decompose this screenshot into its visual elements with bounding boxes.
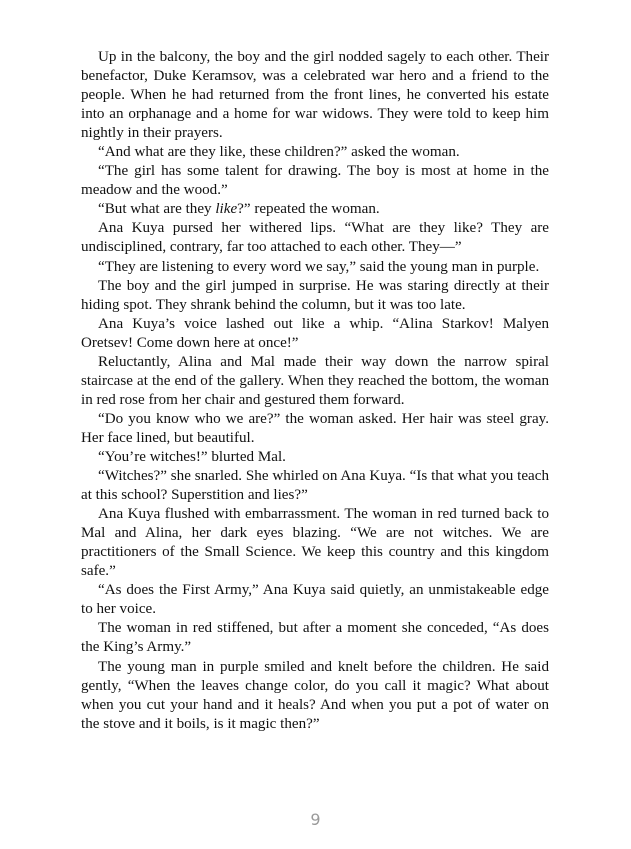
- paragraph: Ana Kuya pursed her withered lips. “What are they like? They are undisciplined, contrary, far too attached to each other. They—”: [81, 220, 549, 256]
- paragraph: “Do you know who we are?” the woman asked. Her hair was steel gray. Her face lined, but beautiful.: [81, 410, 549, 446]
- emphasis: like: [215, 201, 238, 218]
- paragraph: Reluctantly, Alina and Mal made their way down the narrow spiral staircase at the end of the gallery. When they reached the bottom, the woman in red rose from her chair and gestured them forward.: [81, 353, 549, 408]
- paragraph: “You’re witches!” blurted Mal.: [98, 448, 286, 465]
- page-text: [81, 48, 549, 734]
- paragraph: “The girl has some talent for drawing. The boy is most at home in the meadow and the wood.”: [81, 163, 549, 199]
- paragraph: “Witches?” she snarled. She whirled on Ana Kuya. “Is that what you teach at this school? Superstition and lies?”: [81, 468, 549, 504]
- paragraph: The boy and the girl jumped in surprise. He was staring directly at their hiding spot. They shrank behind the column, but it was too late.: [81, 277, 549, 313]
- paragraph-text: ?” repeated the woman.: [237, 201, 380, 218]
- paragraph-text: “But what are they: [98, 201, 216, 218]
- paragraph: “And what are they like, these children?” asked the woman.: [98, 144, 460, 161]
- paragraph: The young man in purple smiled and knelt before the children. He said gently, “When the leaves change color, do you call it magic? What about when you cut your hand and it heals? And when you put a pot of water on the stove and it boils, is it magic then?”: [81, 658, 549, 732]
- page-number: 9: [310, 810, 321, 829]
- paragraph: Ana Kuya’s voice lashed out like a whip. “Alina Starkov! Malyen Oretsev! Come down here at once!”: [81, 315, 549, 351]
- paragraph: “As does the First Army,” Ana Kuya said quietly, an unmistakeable edge to her voice.: [81, 582, 549, 618]
- paragraph: The woman in red stiffened, but after a moment she conceded, “As does the King’s Army.”: [81, 620, 549, 656]
- paragraph: [81, 200, 549, 219]
- paragraph: “They are listening to every word we say,” said the young man in purple.: [98, 258, 540, 275]
- paragraph: Up in the balcony, the boy and the girl nodded sagely to each other. Their benefactor, Duke Keramsov, was a celebrated war hero and a friend to the people. When he had returned from the front lines, he converted his estate into an orphanage and a home for war widows. They were told to keep him nightly in their prayers.: [81, 49, 549, 142]
- paragraph: Ana Kuya flushed with embarrassment. The woman in red turned back to Mal and Alina, her dark eyes blazing. “We are not witches. We are practitioners of the Small Science. We keep this country and this kingdom safe.”: [81, 506, 549, 580]
